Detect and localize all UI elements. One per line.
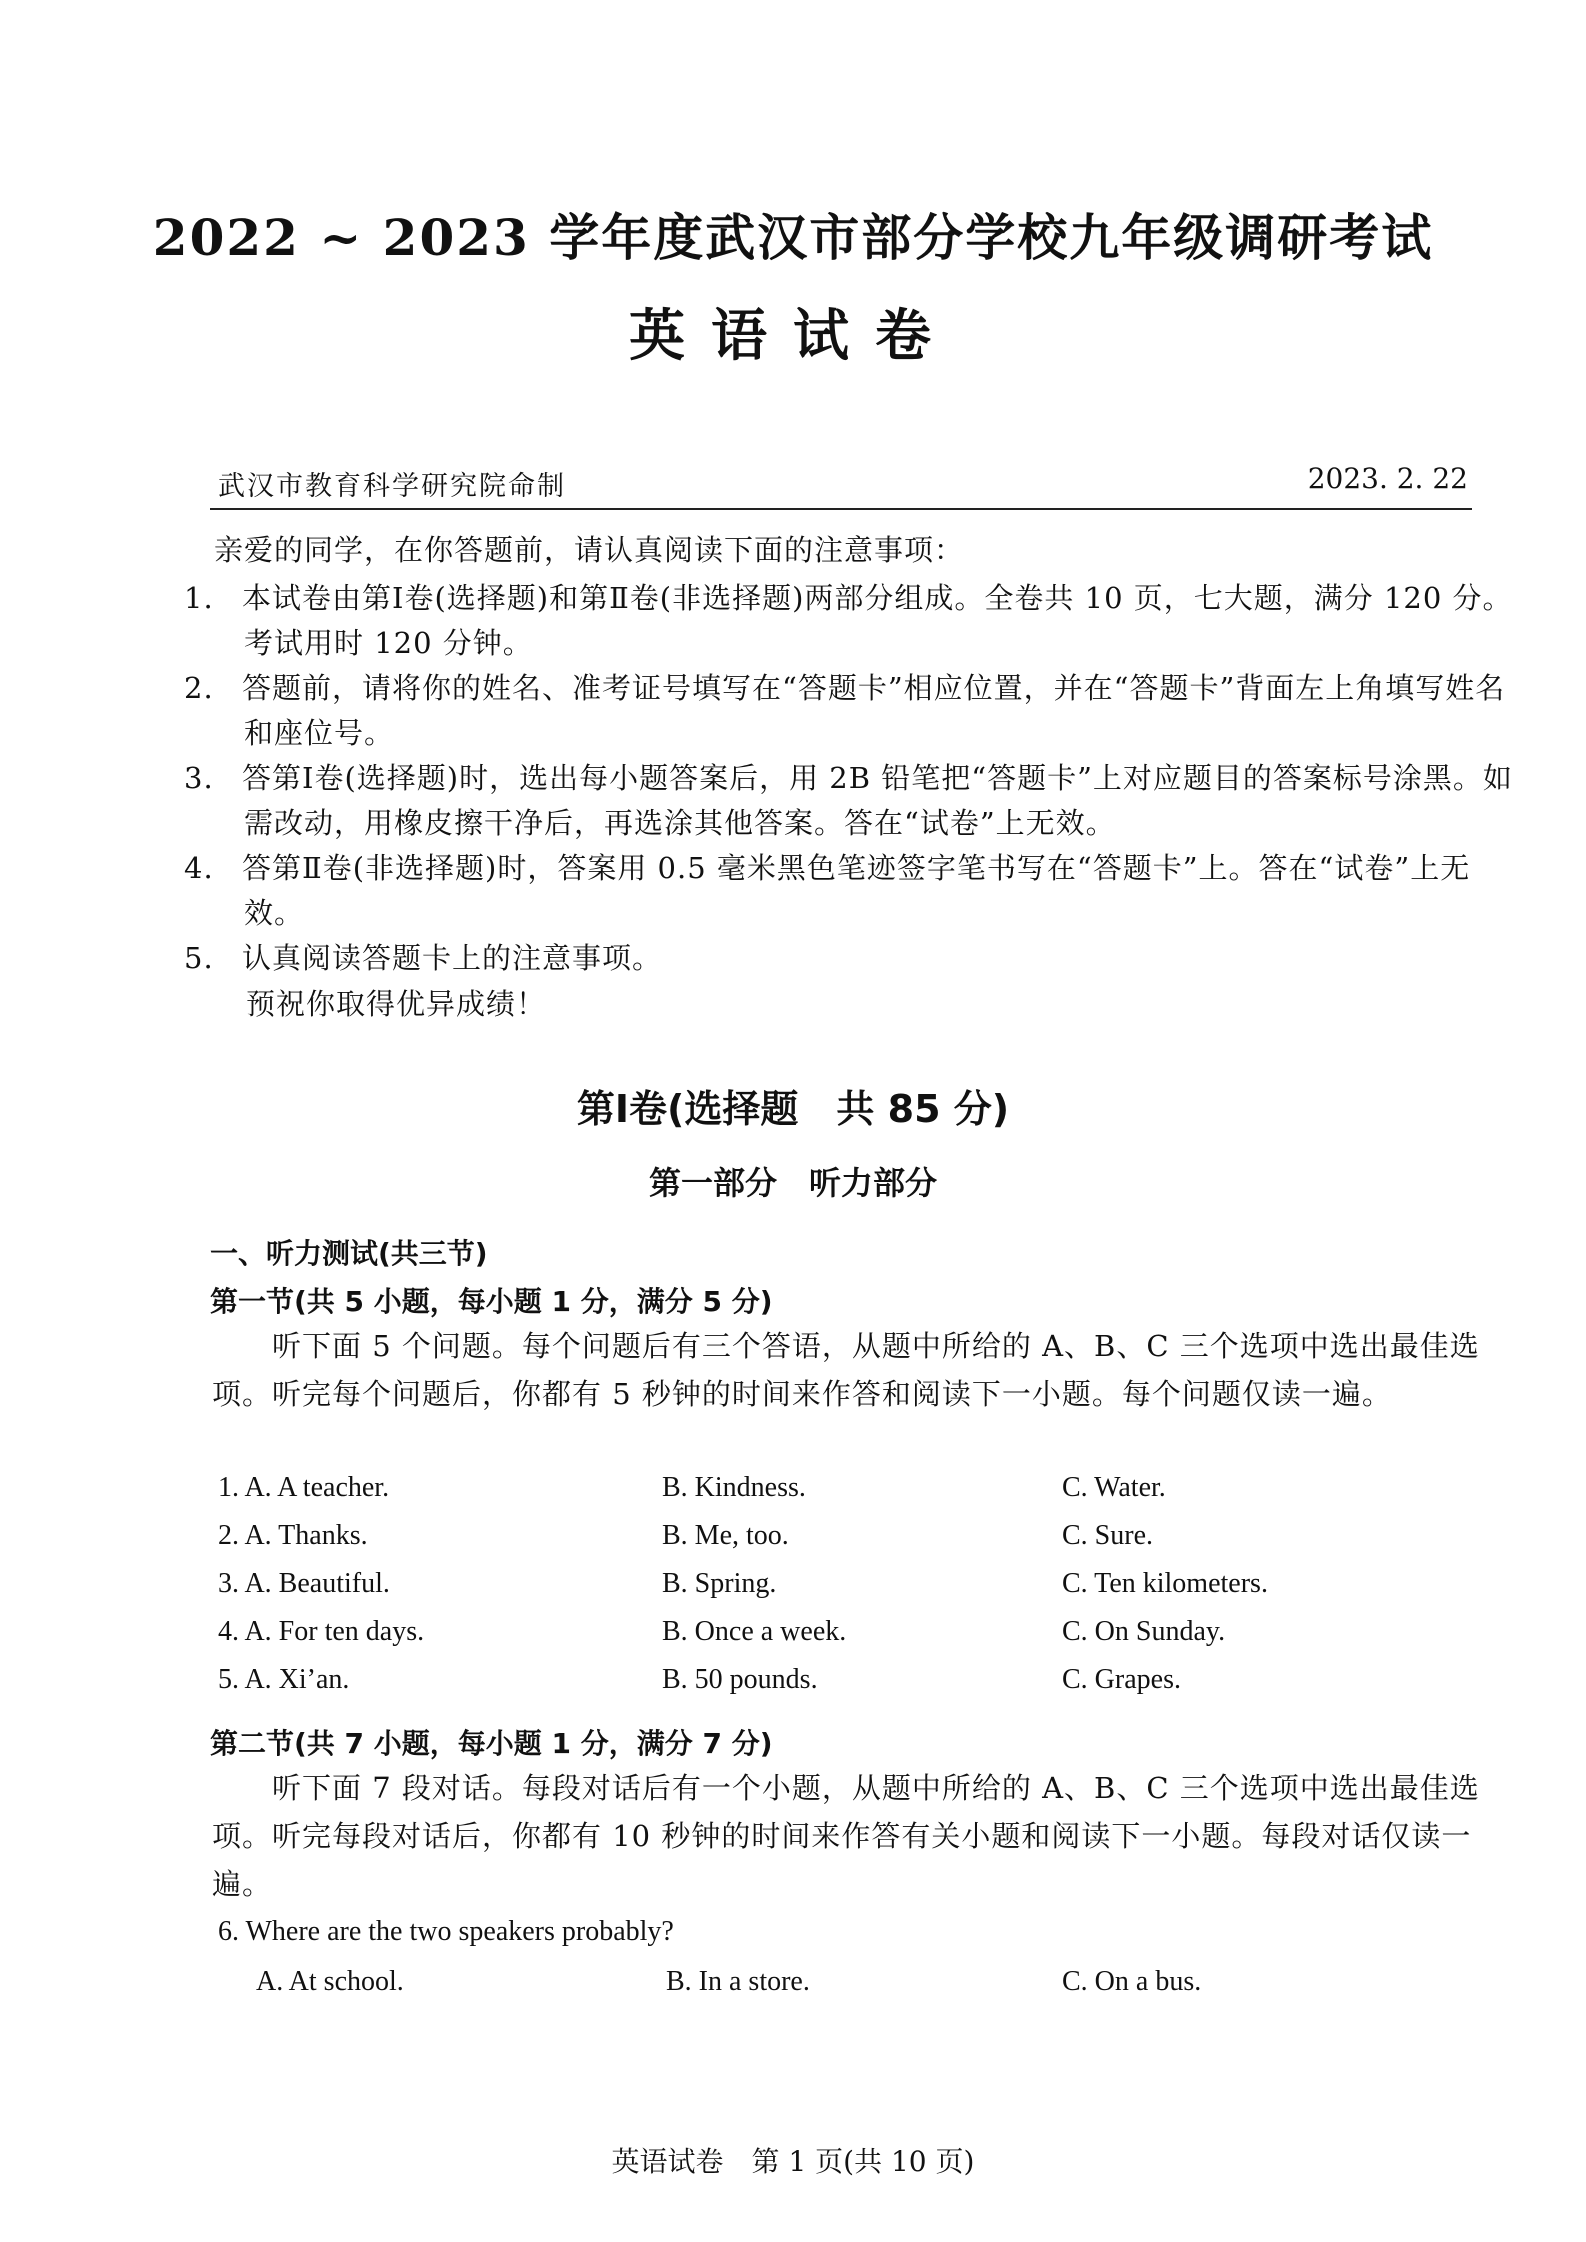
q2-option-c: C. Sure. <box>1062 1520 1153 1551</box>
section2-instructions: 听下面 7 段对话。每段对话后有一个小题，从题中所给的 A、B、C 三个选项中选出最佳选项。听完每段对话后，你都有 10 秒钟的时间来作答有关小题和阅读下一小题。每段对话仅读一遍。 <box>212 1771 1480 1901</box>
q2-option-b: B. Me, too. <box>662 1520 789 1551</box>
notice-item-number: 3. <box>184 761 214 795</box>
notice-item-number: 2. <box>184 671 214 705</box>
header-divider <box>210 508 1472 510</box>
notice-item-text: 认真阅读答题卡上的注意事项。 <box>242 941 663 975</box>
q6-option-a: A. At school. <box>256 1966 404 1997</box>
wish-text: 预祝你取得优异成绩！ <box>246 987 547 1021</box>
section1-instructions: 听下面 5 个问题。每个问题后有三个答语，从题中所给的 A、B、C 三个选项中选出最佳选项。听完每个问题后，你都有 5 秒钟的时间来作答和阅读下一小题。每个问题仅读一遍。 <box>212 1329 1480 1411</box>
notice-item-text: 答第Ⅱ卷(非选择题)时，答案用 0.5 毫米黑色笔迹签字笔书写在“答题卡”上。答在“试卷”上无效。 <box>242 851 1471 930</box>
section1-heading: 第一节(共 5 小题，每小题 1 分，满分 5 分) <box>210 1285 773 1318</box>
notice-item-number: 4. <box>184 851 214 885</box>
q5-option-c: C. Grapes. <box>1062 1664 1181 1695</box>
subject-title: 英语试卷 <box>629 303 957 369</box>
q4-option-c: C. On Sunday. <box>1062 1616 1226 1647</box>
q6-option-b: B. In a store. <box>666 1966 810 1997</box>
q5-option-b: B. 50 pounds. <box>662 1664 818 1695</box>
q2-option-a: 2. A. Thanks. <box>218 1520 368 1551</box>
notice-item-text: 答第Ⅰ卷(选择题)时，选出每小题答案后，用 2B 铅笔把“答题卡”上对应题目的答案标号涂黑。如需改动，用橡皮擦干净后，再选涂其他答案。答在“试卷”上无效。 <box>242 761 1513 840</box>
exam-date: 2023. 2. 22 <box>1307 462 1468 495</box>
q4-option-b: B. Once a week. <box>662 1616 847 1647</box>
q5-option-a: 5. A. Xi’an. <box>218 1664 350 1695</box>
section2-heading: 第二节(共 7 小题，每小题 1 分，满分 7 分) <box>210 1727 773 1760</box>
page-footer: 英语试卷 第 1 页(共 10 页) <box>611 2145 975 2178</box>
volume-title: 第Ⅰ卷(选择题 共 85 分) <box>576 1087 1010 1131</box>
notice-item-number: 1. <box>184 581 214 615</box>
q6-stem: 6. Where are the two speakers probably? <box>218 1916 674 1947</box>
q1-option-c: C. Water. <box>1062 1472 1166 1503</box>
q1-option-b: B. Kindness. <box>662 1472 806 1503</box>
notice-item <box>184 936 1514 981</box>
notice-item <box>184 756 1514 846</box>
notice-item <box>184 666 1514 756</box>
listening-heading: 一、听力测试(共三节) <box>210 1237 488 1270</box>
notice-item-text: 答题前，请将你的姓名、准考证号填写在“答题卡”相应位置，并在“答题卡”背面左上角填写姓名和座位号。 <box>242 671 1506 750</box>
notice-item <box>184 576 1514 666</box>
q6-option-c: C. On a bus. <box>1062 1966 1202 1997</box>
notice-intro: 亲爱的同学，在你答题前，请认真阅读下面的注意事项： <box>214 533 965 567</box>
part-title: 第一部分 听力部分 <box>648 1164 937 1202</box>
exam-title: 2022 ~ 2023 学年度武汉市部分学校九年级调研考试 <box>152 208 1434 267</box>
q4-option-a: 4. A. For ten days. <box>218 1616 425 1647</box>
q1-option-a: 1. A. A teacher. <box>218 1472 390 1503</box>
q3-option-c: C. Ten kilometers. <box>1062 1568 1268 1599</box>
notice-item-number: 5. <box>184 941 214 975</box>
notice-item <box>184 846 1514 936</box>
q3-option-a: 3. A. Beautiful. <box>218 1568 390 1599</box>
issuer: 武汉市教育科学研究院命制 <box>218 471 566 502</box>
q3-option-b: B. Spring. <box>662 1568 777 1599</box>
notice-item-text: 本试卷由第Ⅰ卷(选择题)和第Ⅱ卷(非选择题)两部分组成。全卷共 10 页，七大题，满分 120 分。考试用时 120 分钟。 <box>242 581 1513 660</box>
